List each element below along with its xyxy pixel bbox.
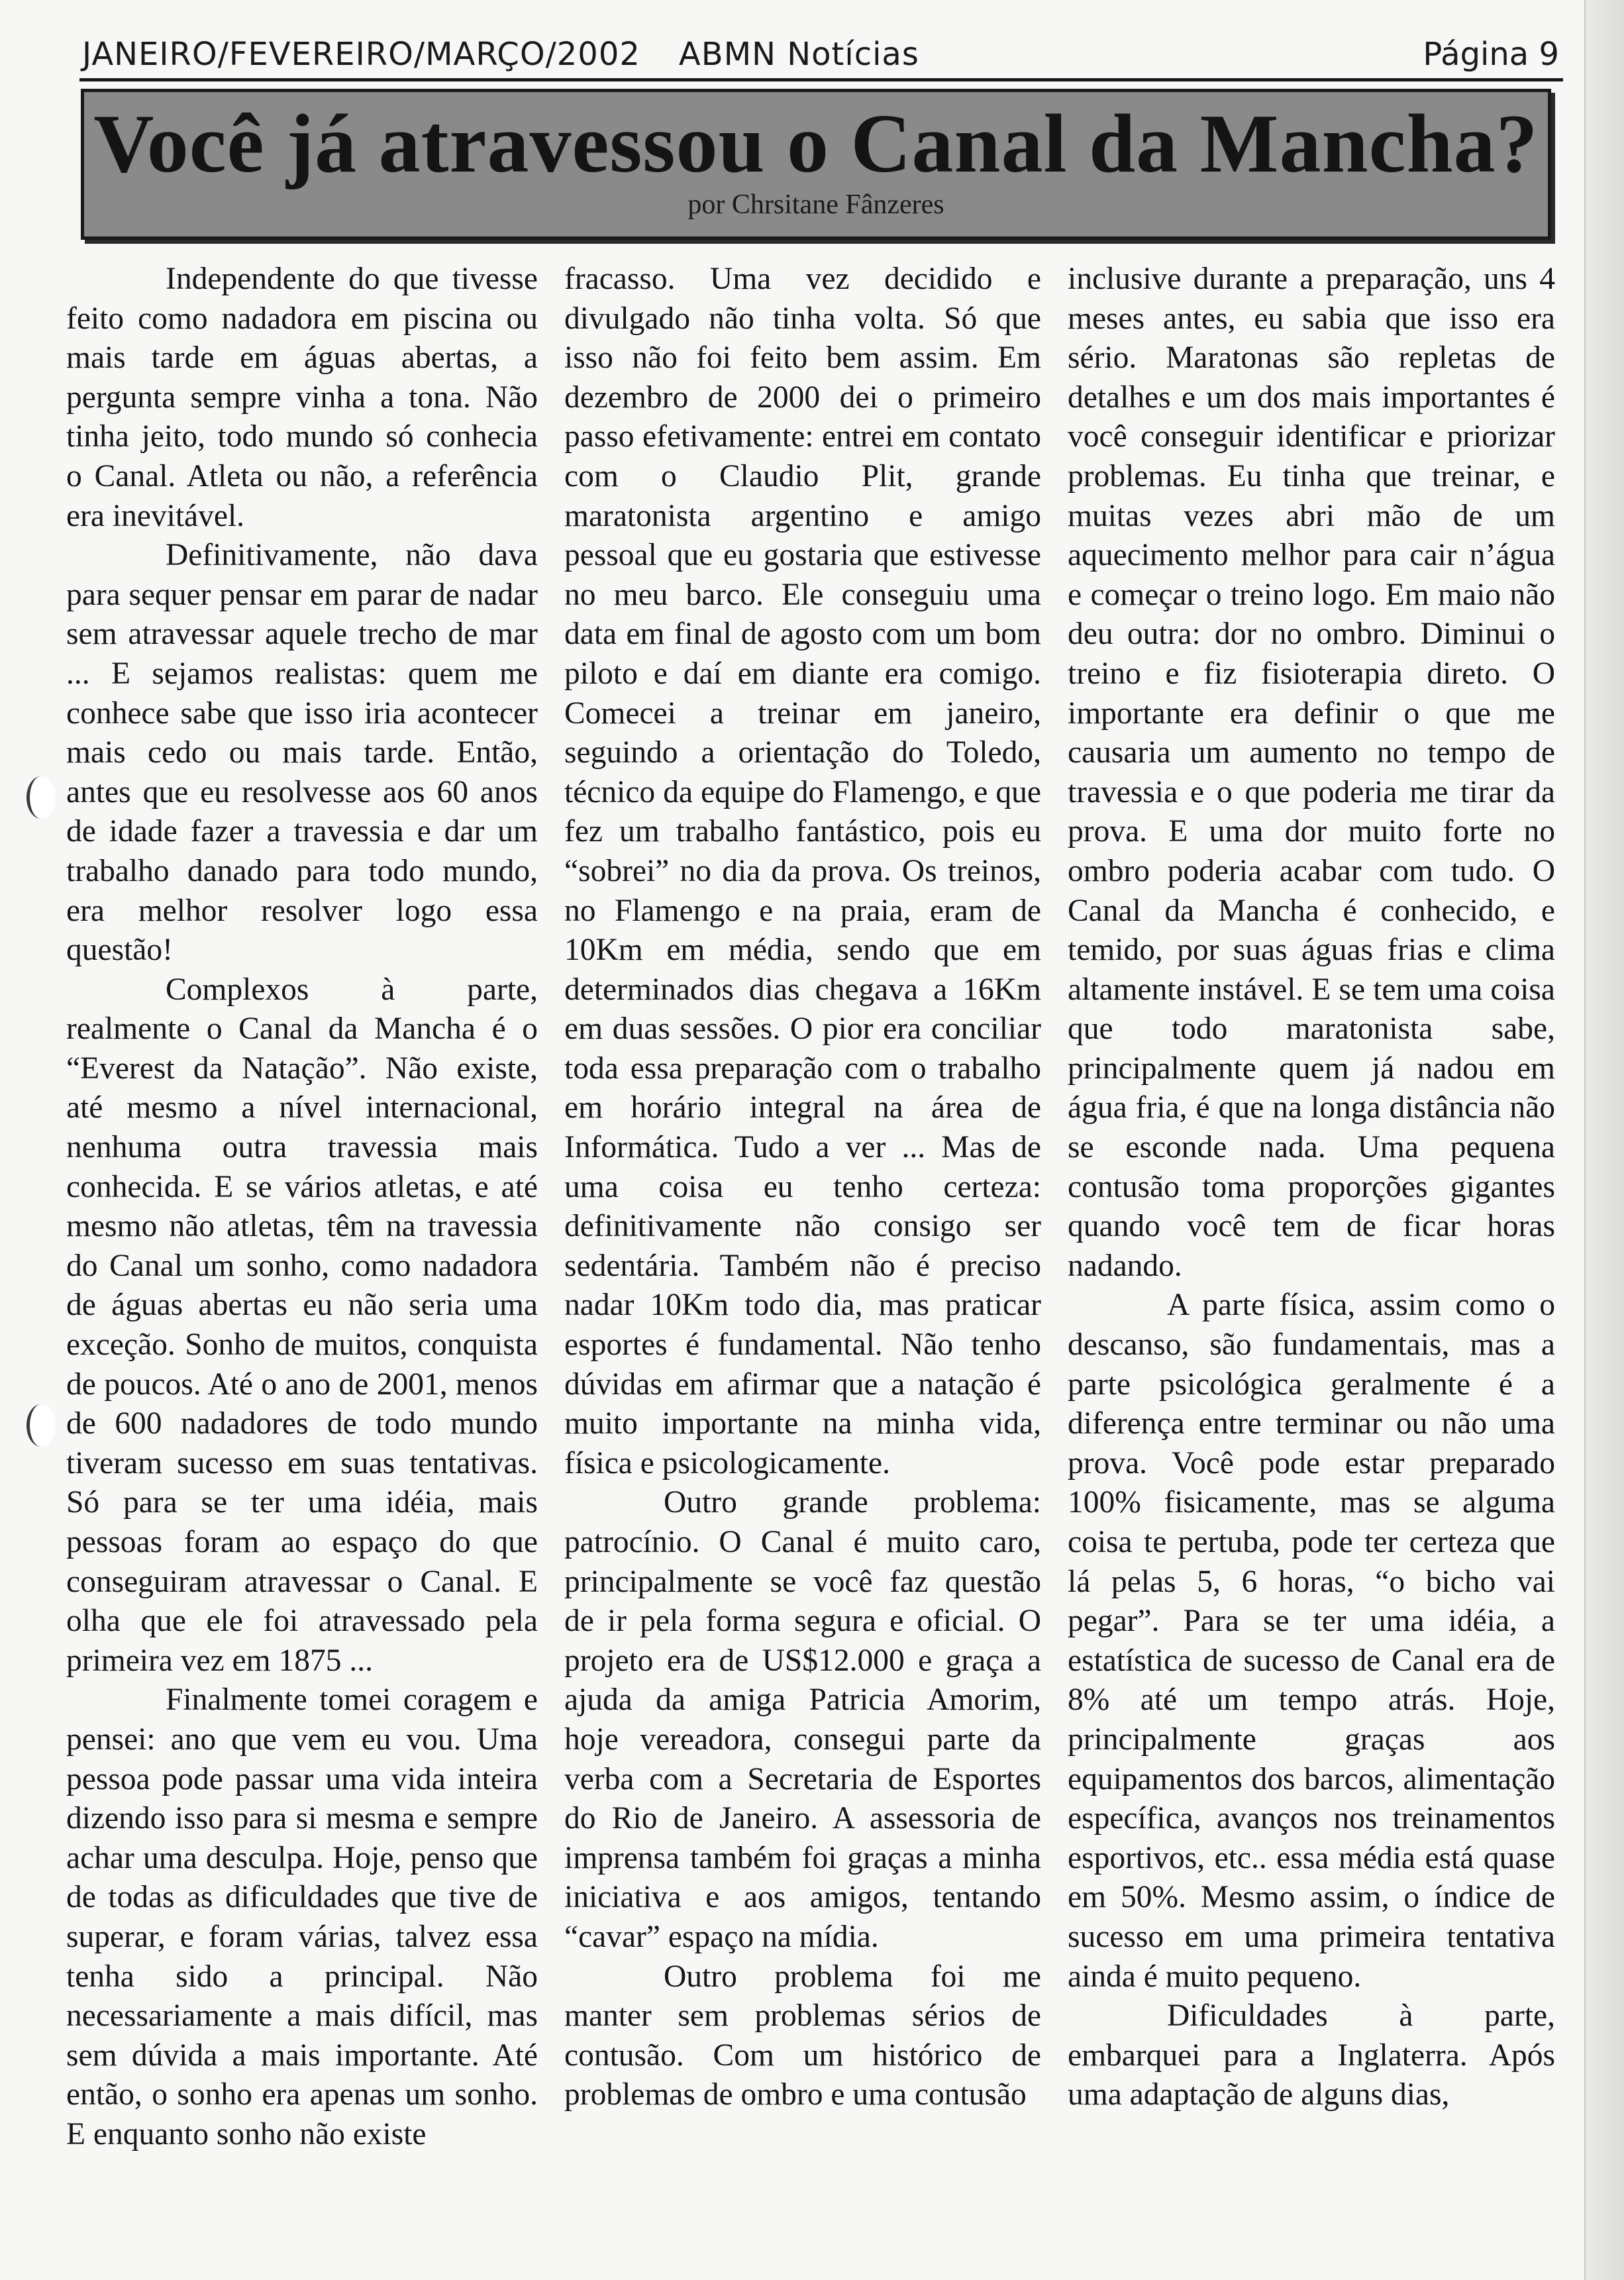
article-byline: por Chrsitane Fânzeres	[687, 189, 944, 220]
issue-date: JANEIRO/FEVEREIRO/MARÇO/2002	[82, 36, 640, 73]
paragraph: Independente do que tivesse feito como nadadora em piscina ou mais tarde em águas abertas, a pergunta sempre vinha a tona. Não tinha jeito, todo mundo só conhecia o Canal. Atleta ou não, a referência era inevitável.	[66, 262, 538, 533]
paragraph: Outro problema foi me manter sem problemas sérios de contusão. Com um histórico de problemas de ombro e uma contusão	[564, 1959, 1041, 2112]
article-title: Você já atravessou o Canal da Mancha?	[93, 98, 1539, 190]
paragraph: Definitivamente, não dava para sequer pensar em parar de nadar sem atravessar aquele trecho de mar ... E sejamos realistas: quem me conhece sabe que isso iria acontecer mais cedo ou mais tarde. Então, antes que eu resolvesse aos 60 anos de idade fazer a travessia e dar um trabalho danado para todo mundo, era melhor resolver logo essa questão!	[66, 538, 538, 968]
article-column-2	[564, 260, 1041, 2115]
publication-name: ABMN Notícias	[678, 36, 919, 73]
page-edge-shadow	[1584, 0, 1624, 2280]
article-column-1	[66, 260, 538, 2155]
page-number: Página 9	[1423, 36, 1559, 73]
paragraph: inclusive durante a preparação, uns 4 meses antes, eu sabia que isso era sério. Maratonas são repletas de detalhes e um dos mais importantes é você conseguir identificar e priorizar problemas. Eu tinha que treinar, e muitas vezes abri mão de um aquecimento melhor para cair n’água e começar o treino logo. Em maio não deu outra: dor no ombro. Diminui o treino e fiz fisioterapia direto. O importante era definir o que me causaria um aumento no tempo de travessia e o que poderia me tirar da prova. E uma dor muito forte no ombro poderia acabar com tudo. O Canal da Mancha é conhecido, e temido, por suas águas frias e clima altamente instável. E se tem uma coisa que todo maratonista sabe, principalmente quem já nadou em água fria, é que na longa distância não se esconde nada. Uma pequena contusão toma proporções gigantes quando você tem de ficar horas nadando.	[1068, 262, 1555, 1283]
paragraph: A parte física, assim como o descanso, são fundamentais, mas a parte psicológica geralmente é a diferença entre terminar ou não uma prova. Você pode estar preparado 100% fisicamente, mas se alguma coisa te pertuba, pode ter certeza que lá pelas 5, 6 horas, “o bicho vai pegar”. Para se ter uma idéia, a estatística de sucesso de Canal era de 8% até um tempo atrás. Hoje, principalmente graças aos equipamentos dos barcos, alimentação específica, avanços nos treinamentos esportivos, etc.. essa média está quase em 50%. Mesmo assim, o índice de sucesso em uma primeira tentativa ainda é muito pequeno.	[1068, 1288, 1555, 1994]
paragraph: Finalmente tomei coragem e pensei: ano que vem eu vou. Uma pessoa pode passar uma vida inteira dizendo isso para si mesma e sempre achar uma desculpa. Hoje, penso que de todas as dificuldades que tive de superar, e foram várias, talvez essa tenha sido a principal. Não necessariamente a mais difícil, mas sem dúvida a mais importante. Até então, o sonho era apenas um sonho. E enquanto sonho não existe	[66, 1683, 538, 2151]
page-header	[82, 34, 1559, 83]
title-banner	[81, 89, 1551, 240]
binder-hole-mark	[26, 776, 56, 819]
paragraph: Outro grande problema: patrocínio. O Canal é muito caro, principalmente se você faz questão de ir pela forma segura e oficial. O projeto era de US$12.000 e graça a ajuda da amiga Patricia Amorim, hoje vereadora, consegui parte da verba com a Secretaria de Esportes do Rio de Janeiro. A assessoria de imprensa também foi graças a minha iniciativa e aos amigos, tentando “cavar” espaço na mídia.	[564, 1485, 1041, 1954]
paragraph: Dificuldades à parte, embarquei para a Inglaterra. Após uma adaptação de alguns dias,	[1068, 1998, 1555, 2112]
paragraph: fracasso. Uma vez decidido e divulgado não tinha volta. Só que isso não foi feito bem assim. Em dezembro de 2000 dei o primeiro passo efetivamente: entrei em contato com o Claudio Plit, grande maratonista argentino e amigo pessoal que eu gostaria que estivesse no meu barco. Ele conseguiu uma data em final de agosto com um bom piloto e daí em diante era comigo. Comecei a treinar em janeiro, seguindo a orientação do Toledo, técnico da equipe do Flamengo, e que fez um trabalho fantástico, pois eu “sobrei” no dia da prova. Os treinos, no Flamengo e na praia, eram de 10Km em média, sendo que em determinados dias chegava a 16Km em duas sessões. O pior era conciliar toda essa preparação com o trabalho em horário integral na área de Informática. Tudo a ver ... Mas de uma coisa eu tenho certeza: definitivamente não consigo ser sedentária. Também não é preciso nadar 10Km todo dia, mas praticar esportes é fundamental. Não tenho dúvidas em afirmar que a natação é muito importante na minha vida, física e psicologicamente.	[564, 262, 1041, 1480]
binder-hole-mark	[26, 1404, 56, 1447]
article-column-3	[1068, 260, 1555, 2115]
paragraph: Complexos à parte, realmente o Canal da Mancha é o “Everest da Natação”. Não existe, até mesmo a nível internacional, nenhuma outra travessia mais conhecida. E se vários atletas, e até mesmo não atletas, têm na travessia do Canal um sonho, como nadadora de águas abertas eu não seria uma exceção. Sonho de muitos, conquista de poucos. Até o ano de 2001, menos de 600 nadadores de todo mundo tiveram sucesso em suas tentativas. Só para se ter uma idéia, mais pessoas foram ao espaço do que conseguiram atravessar o Canal. E olha que ele foi atravessado pela primeira vez em 1875 ...	[66, 972, 538, 1678]
header-rule	[79, 78, 1563, 81]
header-left	[82, 36, 958, 73]
